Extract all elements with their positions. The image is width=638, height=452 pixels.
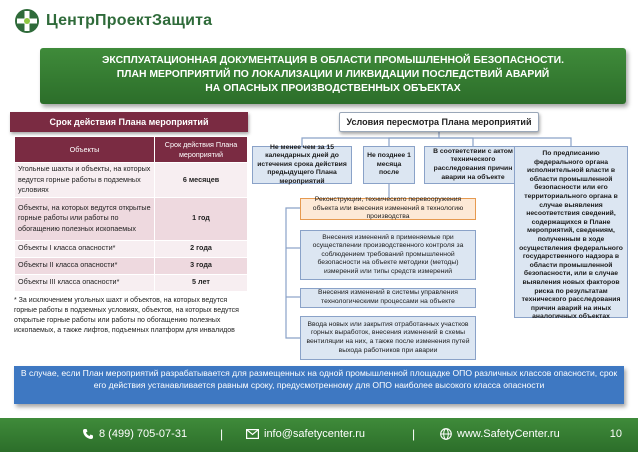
footer-site[interactable] bbox=[440, 428, 560, 440]
object-cell: Объекты, на которых ведутся открытые горные работы или работы по обогащению полезных ископаемых bbox=[15, 197, 155, 240]
validity-heading: Срок действия Плана мероприятий bbox=[10, 112, 248, 132]
reason-control-methods: Внесения изменений в применяемые при осуществлении производственного контроля за соблюдением требований промышленной безопасности на объекте методики (методы) измерений или типы средств измерений bbox=[300, 230, 476, 280]
object-cell: Объекты III класса опасности* bbox=[15, 274, 155, 291]
revision-heading: Условия пересмотра Плана мероприятий bbox=[339, 112, 539, 132]
table-footnote: * За исключением угольных шахт и объектов, на которых ведутся горные работы в подземных условиях, объектов, на которых ведутся открытые горные работы или работы по обогащению полезных ископаемых, а также лифтов, подъемных платформ для инвалидов bbox=[14, 297, 239, 334]
footer-bar bbox=[0, 418, 638, 452]
mail-icon bbox=[246, 429, 259, 439]
title-line-1: ЭКСПЛУАТАЦИОННАЯ ДОКУМЕНТАЦИЯ В ОБЛАСТИ ПРОМЫШЛЕННОЙ БЕЗОПАСНОСТИ. bbox=[101, 55, 565, 66]
condition-box-prescription: По предписанию федерального органа исполнительной власти в области промышленной безопасности или его территориального органа в случае выявления несоответствия сведений, содержащихся в Плане мероприятий, сведениям, полученным в ходе осуществления федерального государственного надзора в области промышленной безопасности, или в случае выявления новых факторов риска по результатам технического расследования причин аварий на иных аналогичных объектах bbox=[514, 146, 628, 318]
term-cell: 6 месяцев bbox=[155, 163, 248, 198]
object-cell: Объекты II класса опасности* bbox=[15, 257, 155, 274]
object-cell: Объекты I класса опасности* bbox=[15, 240, 155, 257]
footer-separator: | bbox=[220, 427, 224, 441]
phone-icon bbox=[82, 428, 94, 440]
logo-text: ЦентрПроектЗащита bbox=[46, 12, 213, 29]
object-cell: Угольные шахты и объекты, на которых ведутся горные работы в подземных условиях bbox=[15, 163, 155, 198]
reason-new-workings: Ввода новых или закрытия отработанных участков горных выработок, внесения изменений в схемы вентиляции на них, а также после изменения путей выхода работников при аварии bbox=[300, 316, 476, 360]
term-cell: 5 лет bbox=[155, 274, 248, 291]
globe-icon bbox=[440, 428, 452, 440]
condition-box-15-days: Не менее чем за 15 календарных дней до истечения срока действия предыдущего Плана мероприятий bbox=[252, 146, 352, 184]
phone-number: 8 (499) 705-07-31 bbox=[99, 428, 188, 440]
term-cell: 1 год bbox=[155, 197, 248, 240]
reason-reconstruction: Реконструкции, технического перевооружения объекта или внесения изменений в технологию производства bbox=[300, 198, 476, 220]
page-number: 10 bbox=[609, 428, 622, 440]
email-address: info@safetycenter.ru bbox=[264, 428, 366, 440]
title-line-3: НА ОПАСНЫХ ПРОИЗВОДСТВЕННЫХ ОБЪЕКТАХ bbox=[205, 83, 461, 94]
col-header-term: Срок действия Плана мероприятий bbox=[155, 137, 248, 163]
col-header-objects: Объекты bbox=[15, 137, 155, 163]
condition-box-investigation: В соответствии с актом технического расследования причин аварии на объекте bbox=[424, 146, 522, 184]
summary-note: В случае, если План мероприятий разрабатывается для размещенных на одной промышленной площадке ОПО различных классов опасности, срок его действия устанавливается равным сроку, предусмотренному для ОПО наиболее высокого класса опасности bbox=[14, 366, 624, 404]
condition-box-1-month: Не позднее 1 месяца после bbox=[363, 146, 415, 184]
footer-email[interactable] bbox=[246, 428, 365, 440]
term-cell: 3 года bbox=[155, 257, 248, 274]
term-cell: 2 года bbox=[155, 240, 248, 257]
footer-separator: | bbox=[412, 427, 416, 441]
website-url: www.SafetyCenter.ru bbox=[457, 428, 560, 440]
title-line-2: ПЛАН МЕРОПРИЯТИЙ ПО ЛОКАЛИЗАЦИИ И ЛИКВИДАЦИИ ПОСЛЕДСТВИЙ АВАРИЙ bbox=[116, 69, 550, 80]
footer-phone[interactable] bbox=[82, 428, 187, 440]
reason-control-systems: Внесения изменений в системы управления технологическими процессами на объекте bbox=[300, 288, 476, 308]
